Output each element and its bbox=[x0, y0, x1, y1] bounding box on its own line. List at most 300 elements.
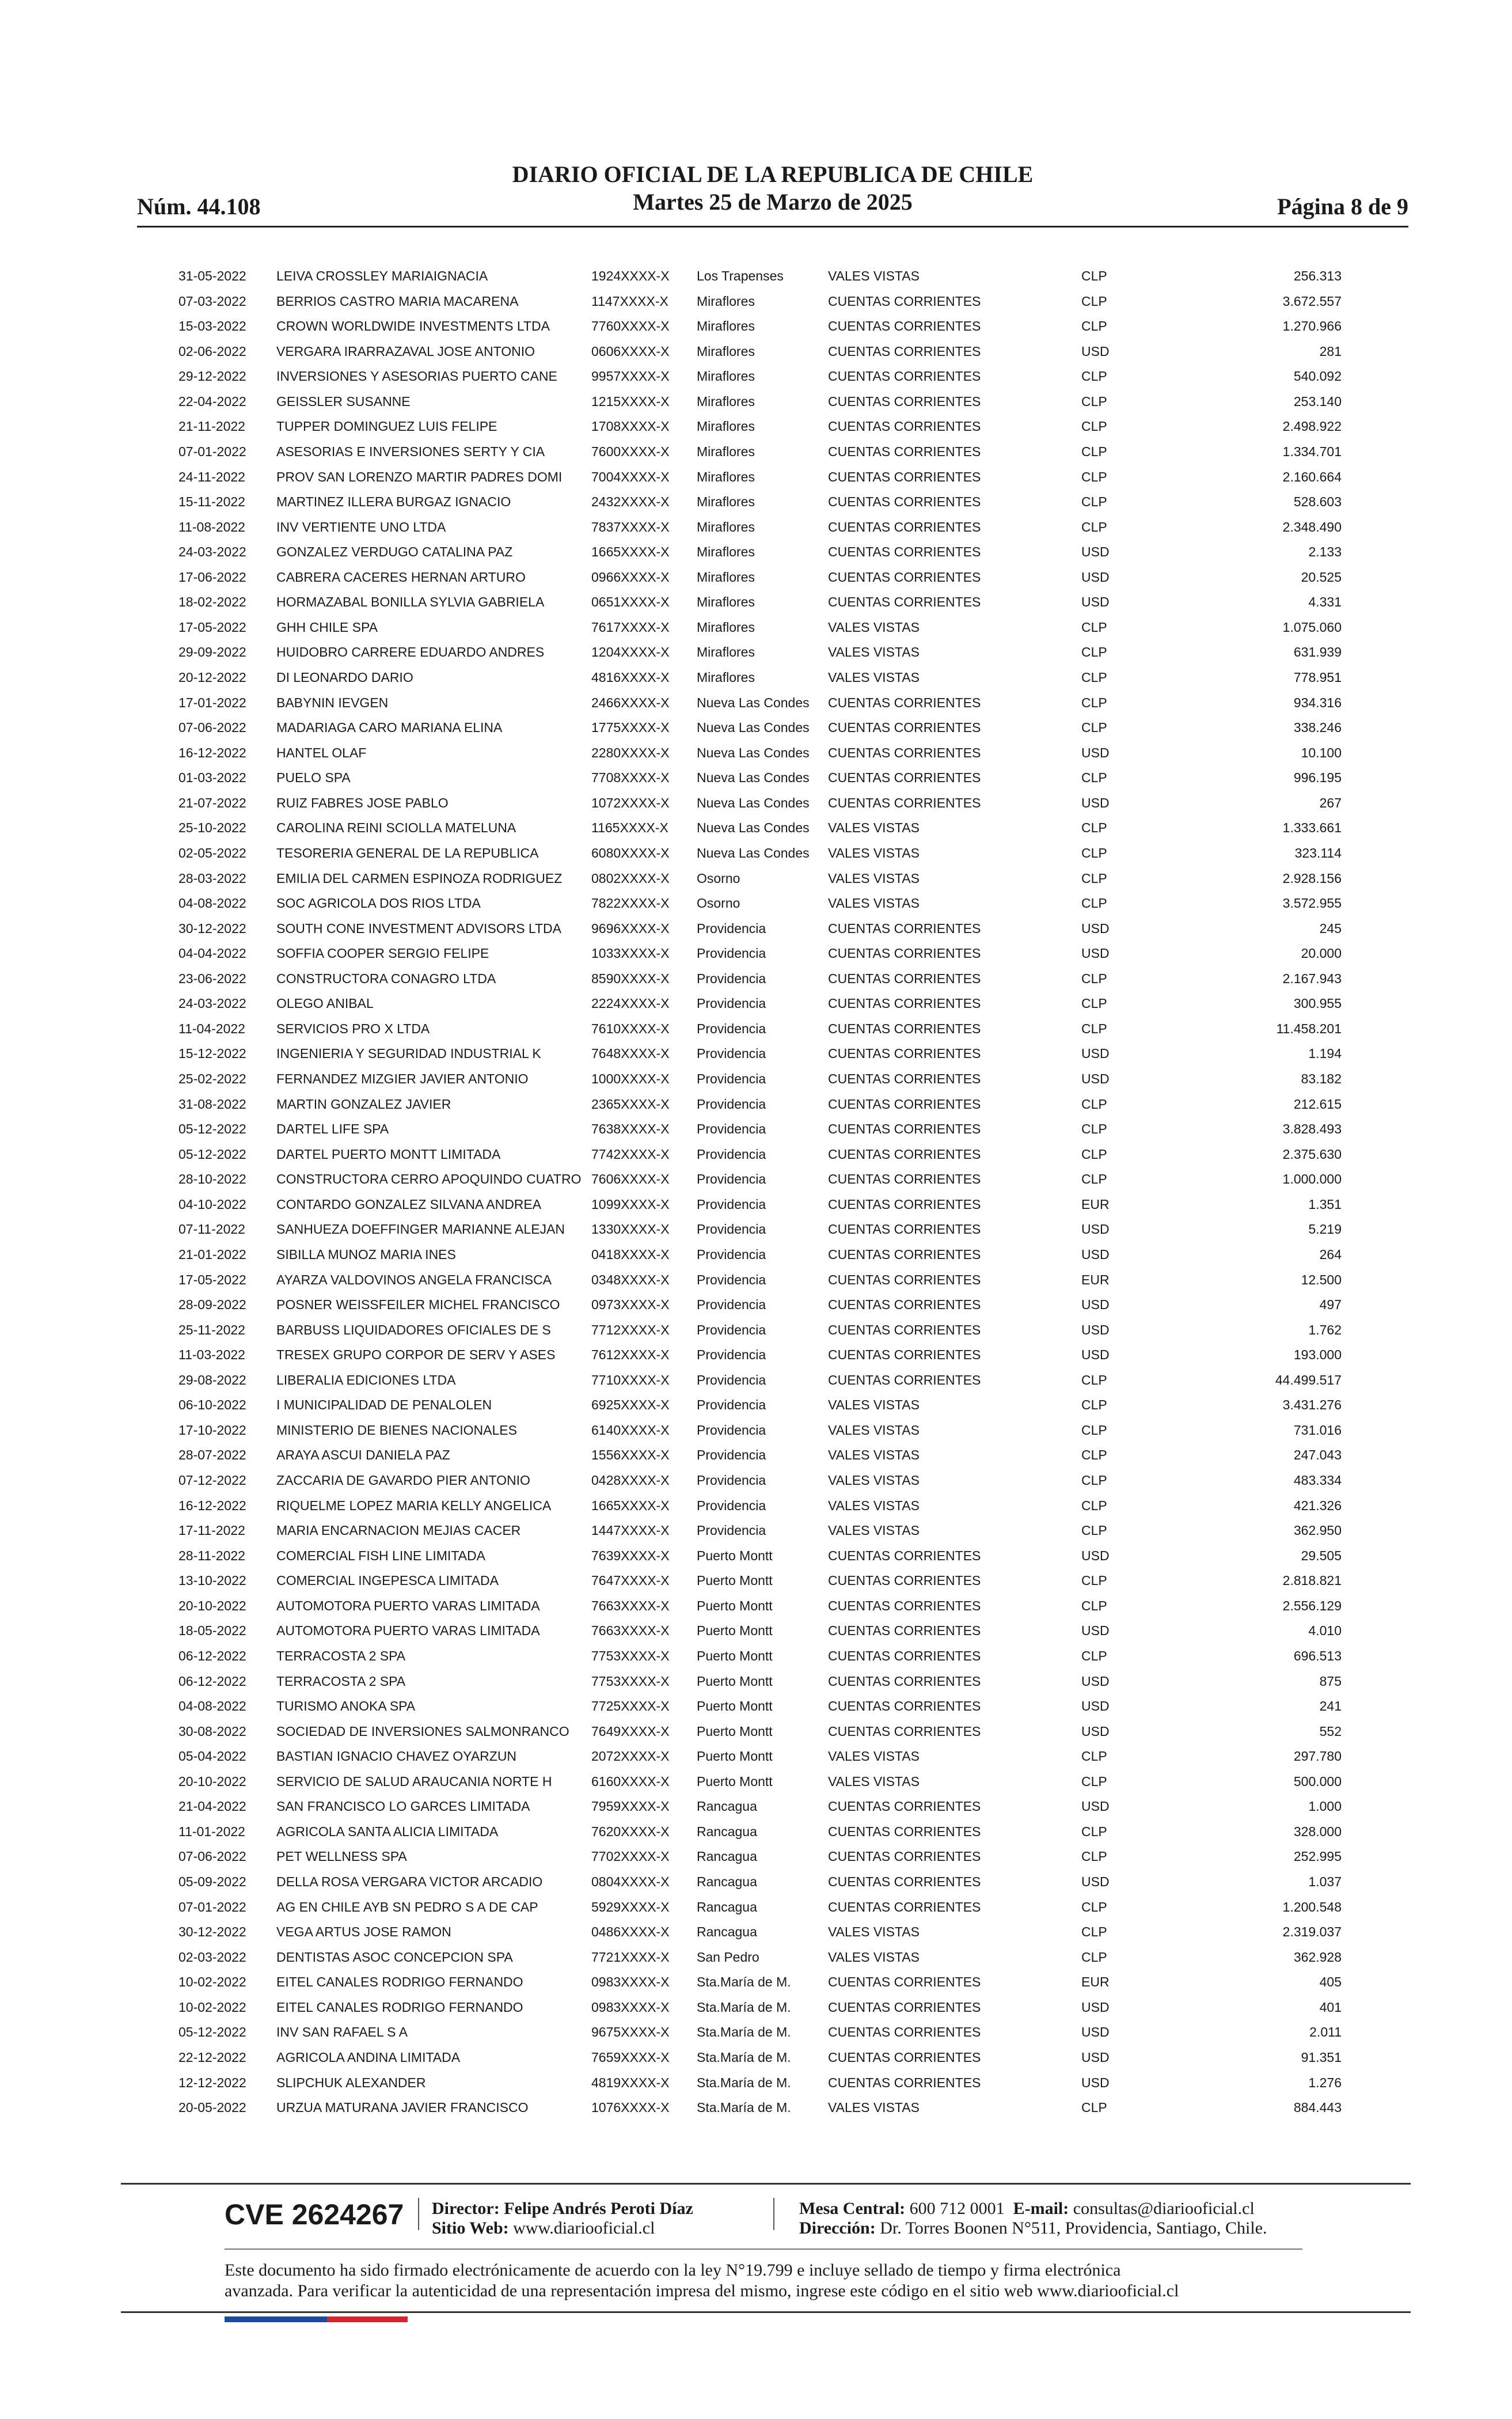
row-holder-name: MARTINEZ ILLERA BURGAZ IGNACIO bbox=[276, 494, 511, 510]
table-row bbox=[178, 1844, 1342, 1870]
row-currency: EUR bbox=[1081, 1272, 1110, 1287]
row-branch: Nueva Las Condes bbox=[697, 695, 810, 710]
row-holder-name: DARTEL PUERTO MONTT LIMITADA bbox=[276, 1146, 501, 1162]
row-branch: Nueva Las Condes bbox=[697, 770, 810, 786]
row-amount: 934.316 bbox=[1293, 695, 1342, 710]
row-currency: CLP bbox=[1081, 1773, 1107, 1789]
row-date: 05-04-2022 bbox=[178, 1749, 246, 1764]
row-holder-name: BARBUSS LIQUIDADORES OFICIALES DE S bbox=[276, 1322, 551, 1337]
row-currency: CLP bbox=[1081, 1121, 1107, 1137]
footer-separator bbox=[418, 2198, 419, 2230]
row-product: VALES VISTAS bbox=[828, 870, 920, 886]
table-row bbox=[178, 1443, 1342, 1468]
table-row bbox=[178, 1041, 1342, 1067]
table-row bbox=[178, 465, 1342, 490]
row-currency: USD bbox=[1081, 1071, 1110, 1086]
row-branch: Sta.María de M. bbox=[697, 2024, 791, 2040]
row-currency: USD bbox=[1081, 1623, 1110, 1639]
table-row bbox=[178, 1217, 1342, 1242]
row-amount: 884.443 bbox=[1293, 2100, 1342, 2115]
table-row bbox=[178, 389, 1342, 415]
row-rut: 1099XXXX-X bbox=[591, 1196, 670, 1212]
phone-label: Mesa Central: bbox=[799, 2199, 906, 2218]
legal-notice bbox=[225, 2260, 1319, 2302]
row-amount: 323.114 bbox=[1294, 845, 1342, 860]
table-row bbox=[178, 1017, 1342, 1042]
row-product: VALES VISTAS bbox=[828, 1473, 920, 1488]
phone-value: 600 712 0001 bbox=[909, 2199, 1005, 2218]
row-date: 18-02-2022 bbox=[178, 594, 246, 610]
row-holder-name: PET WELLNESS SPA bbox=[276, 1849, 407, 1864]
row-holder-name: SAN FRANCISCO LO GARCES LIMITADA bbox=[276, 1799, 530, 1814]
table-row bbox=[178, 1493, 1342, 1519]
row-holder-name: TURISMO ANOKA SPA bbox=[276, 1698, 416, 1714]
row-date: 29-12-2022 bbox=[178, 369, 246, 384]
row-branch: Nueva Las Condes bbox=[697, 845, 810, 860]
table-row bbox=[178, 640, 1342, 665]
row-rut: 2365XXXX-X bbox=[591, 1096, 670, 1112]
row-amount: 338.246 bbox=[1293, 720, 1342, 735]
row-amount: 264 bbox=[1319, 1246, 1342, 1262]
row-holder-name: CROWN WORLDWIDE INVESTMENTS LTDA bbox=[276, 319, 550, 334]
row-rut: 7649XXXX-X bbox=[591, 1723, 670, 1739]
row-holder-name: AYARZA VALDOVINOS ANGELA FRANCISCA bbox=[276, 1272, 552, 1287]
row-product: CUENTAS CORRIENTES bbox=[828, 1347, 981, 1363]
row-branch: Miraflores bbox=[697, 369, 755, 384]
table-row bbox=[178, 1167, 1342, 1192]
row-product: CUENTAS CORRIENTES bbox=[828, 1171, 981, 1187]
row-amount: 2.160.664 bbox=[1282, 469, 1342, 484]
row-currency: CLP bbox=[1081, 670, 1107, 685]
row-rut: 0804XXXX-X bbox=[591, 1874, 670, 1889]
row-product: CUENTAS CORRIENTES bbox=[828, 1623, 981, 1639]
row-rut: 7959XXXX-X bbox=[591, 1799, 670, 1814]
row-product: VALES VISTAS bbox=[828, 1397, 920, 1413]
row-holder-name: SOCIEDAD DE INVERSIONES SALMONRANCO bbox=[276, 1723, 569, 1739]
row-branch: Miraflores bbox=[697, 544, 755, 560]
row-branch: Providencia bbox=[697, 1422, 766, 1438]
row-currency: USD bbox=[1081, 343, 1110, 359]
row-date: 16-12-2022 bbox=[178, 745, 246, 760]
table-row bbox=[178, 1568, 1342, 1594]
row-branch: Rancagua bbox=[697, 1899, 757, 1914]
row-amount: 696.513 bbox=[1293, 1648, 1342, 1663]
row-currency: USD bbox=[1081, 745, 1110, 760]
row-holder-name: SLIPCHUK ALEXANDER bbox=[276, 2075, 426, 2090]
row-rut: 7610XXXX-X bbox=[591, 1021, 670, 1036]
row-currency: USD bbox=[1081, 2049, 1110, 2065]
row-holder-name: HUIDOBRO CARRERE EDUARDO ANDRES bbox=[276, 644, 545, 660]
row-currency: USD bbox=[1081, 569, 1110, 585]
row-branch: Rancagua bbox=[697, 1799, 757, 1814]
row-rut: 7663XXXX-X bbox=[591, 1598, 670, 1613]
row-product: CUENTAS CORRIENTES bbox=[828, 1222, 981, 1237]
row-amount: 528.603 bbox=[1293, 494, 1342, 510]
address-value: Dr. Torres Boonen N°511, Providencia, Santiago, Chile. bbox=[880, 2219, 1267, 2238]
row-currency: CLP bbox=[1081, 619, 1107, 635]
row-rut: 7760XXXX-X bbox=[591, 319, 670, 334]
row-currency: USD bbox=[1081, 594, 1110, 610]
row-date: 05-12-2022 bbox=[178, 2024, 246, 2040]
row-amount: 212.615 bbox=[1293, 1096, 1342, 1112]
row-amount: 241 bbox=[1319, 1698, 1342, 1714]
row-date: 18-05-2022 bbox=[178, 1623, 246, 1639]
row-branch: Providencia bbox=[697, 1222, 766, 1237]
row-currency: CLP bbox=[1081, 644, 1107, 660]
row-date: 24-03-2022 bbox=[178, 544, 246, 560]
table-row bbox=[178, 1418, 1342, 1443]
row-product: CUENTAS CORRIENTES bbox=[828, 1598, 981, 1613]
row-holder-name: RIQUELME LOPEZ MARIA KELLY ANGELICA bbox=[276, 1497, 552, 1513]
row-branch: Providencia bbox=[697, 1021, 766, 1036]
row-amount: 256.313 bbox=[1293, 268, 1342, 283]
row-amount: 778.951 bbox=[1293, 670, 1342, 685]
row-amount: 20.525 bbox=[1301, 569, 1342, 585]
row-branch: Sta.María de M. bbox=[697, 2075, 791, 2090]
row-holder-name: GHH CHILE SPA bbox=[276, 619, 378, 635]
row-rut: 7638XXXX-X bbox=[591, 1121, 670, 1137]
row-product: CUENTAS CORRIENTES bbox=[828, 745, 981, 760]
row-holder-name: RUIZ FABRES JOSE PABLO bbox=[276, 795, 449, 810]
table-row bbox=[178, 665, 1342, 691]
row-rut: 4819XXXX-X bbox=[591, 2075, 670, 2090]
row-branch: Providencia bbox=[697, 1372, 766, 1387]
row-product: CUENTAS CORRIENTES bbox=[828, 720, 981, 735]
row-branch: Miraflores bbox=[697, 393, 755, 409]
row-amount: 2.319.037 bbox=[1282, 1924, 1342, 1940]
footer-divider-bottom bbox=[121, 2311, 1411, 2313]
row-date: 17-11-2022 bbox=[178, 1523, 245, 1538]
row-holder-name: INV VERTIENTE UNO LTDA bbox=[276, 519, 446, 534]
row-holder-name: PUELO SPA bbox=[276, 770, 351, 786]
publication-title: DIARIO OFICIAL DE LA REPUBLICA DE CHILE bbox=[512, 161, 1034, 187]
row-amount: 20.000 bbox=[1301, 946, 1342, 961]
row-product: VALES VISTAS bbox=[828, 1773, 920, 1789]
row-branch: Miraflores bbox=[697, 469, 755, 484]
row-rut: 8590XXXX-X bbox=[591, 970, 670, 986]
row-branch: Puerto Montt bbox=[697, 1698, 773, 1714]
row-rut: 7753XXXX-X bbox=[591, 1673, 670, 1689]
row-date: 21-07-2022 bbox=[178, 795, 246, 810]
row-holder-name: SANHUEZA DOEFFINGER MARIANNE ALEJAN bbox=[276, 1222, 565, 1237]
row-holder-name: VEGA ARTUS JOSE RAMON bbox=[276, 1924, 451, 1940]
row-currency: CLP bbox=[1081, 1473, 1107, 1488]
row-amount: 252.995 bbox=[1293, 1849, 1342, 1864]
row-product: VALES VISTAS bbox=[828, 619, 920, 635]
table-row bbox=[178, 1268, 1342, 1293]
row-amount: 1.075.060 bbox=[1282, 619, 1342, 635]
row-rut: 7659XXXX-X bbox=[591, 2049, 670, 2065]
row-currency: CLP bbox=[1081, 820, 1107, 836]
row-product: VALES VISTAS bbox=[828, 1924, 920, 1940]
table-row bbox=[178, 1117, 1342, 1142]
row-holder-name: MARIA ENCARNACION MEJIAS CACER bbox=[276, 1523, 521, 1538]
row-branch: Puerto Montt bbox=[697, 1573, 773, 1588]
row-holder-name: FERNANDEZ MIZGIER JAVIER ANTONIO bbox=[276, 1071, 529, 1086]
row-date: 11-01-2022 bbox=[178, 1823, 245, 1839]
row-rut: 1775XXXX-X bbox=[591, 720, 670, 735]
row-product: VALES VISTAS bbox=[828, 1523, 920, 1538]
row-currency: CLP bbox=[1081, 319, 1107, 334]
row-branch: Sta.María de M. bbox=[697, 1974, 791, 1990]
row-date: 24-11-2022 bbox=[178, 469, 245, 484]
row-holder-name: CABRERA CACERES HERNAN ARTURO bbox=[276, 569, 526, 585]
row-rut: 1665XXXX-X bbox=[591, 544, 670, 560]
row-product: VALES VISTAS bbox=[828, 845, 920, 860]
row-branch: Puerto Montt bbox=[697, 1749, 773, 1764]
row-date: 06-12-2022 bbox=[178, 1673, 246, 1689]
row-holder-name: OLEGO ANIBAL bbox=[276, 996, 374, 1011]
row-date: 17-01-2022 bbox=[178, 695, 246, 710]
row-branch: Providencia bbox=[697, 1121, 766, 1137]
row-currency: CLP bbox=[1081, 1447, 1107, 1463]
row-amount: 2.011 bbox=[1309, 2024, 1342, 2040]
row-product: CUENTAS CORRIENTES bbox=[828, 594, 981, 610]
row-date: 28-09-2022 bbox=[178, 1297, 246, 1313]
table-row bbox=[178, 841, 1342, 866]
row-product: CUENTAS CORRIENTES bbox=[828, 1823, 981, 1839]
row-product: VALES VISTAS bbox=[828, 1749, 920, 1764]
table-row bbox=[178, 791, 1342, 816]
row-product: CUENTAS CORRIENTES bbox=[828, 1297, 981, 1313]
table-row bbox=[178, 490, 1342, 515]
table-row bbox=[178, 1368, 1342, 1393]
row-amount: 83.182 bbox=[1301, 1071, 1342, 1086]
row-holder-name: VERGARA IRARRAZAVAL JOSE ANTONIO bbox=[276, 343, 535, 359]
row-date: 30-12-2022 bbox=[178, 1924, 246, 1940]
row-amount: 2.818.821 bbox=[1282, 1573, 1342, 1588]
flag-stripe-red bbox=[327, 2316, 408, 2322]
row-holder-name: SOUTH CONE INVESTMENT ADVISORS LTDA bbox=[276, 920, 562, 936]
row-date: 04-08-2022 bbox=[178, 1698, 246, 1714]
row-rut: 0606XXXX-X bbox=[591, 343, 670, 359]
row-date: 11-04-2022 bbox=[178, 1021, 245, 1036]
email-link[interactable]: consultas@diariooficial.cl bbox=[1073, 2199, 1255, 2218]
row-amount: 1.200.548 bbox=[1282, 1899, 1342, 1914]
row-holder-name: SERVICIO DE SALUD ARAUCANIA NORTE H bbox=[276, 1773, 552, 1789]
row-date: 15-12-2022 bbox=[178, 1046, 246, 1061]
footer-separator bbox=[773, 2198, 774, 2230]
page-indicator: Página 8 de 9 bbox=[1277, 194, 1408, 219]
row-date: 02-06-2022 bbox=[178, 343, 246, 359]
row-product: CUENTAS CORRIENTES bbox=[828, 544, 981, 560]
row-rut: 0966XXXX-X bbox=[591, 569, 670, 585]
row-product: CUENTAS CORRIENTES bbox=[828, 996, 981, 1011]
row-date: 25-10-2022 bbox=[178, 820, 246, 836]
row-currency: CLP bbox=[1081, 1497, 1107, 1513]
row-branch: Providencia bbox=[697, 1347, 766, 1363]
row-rut: 2280XXXX-X bbox=[591, 745, 670, 760]
table-row bbox=[178, 515, 1342, 540]
row-currency: USD bbox=[1081, 795, 1110, 810]
row-rut: 7721XXXX-X bbox=[591, 1949, 670, 1965]
row-product: CUENTAS CORRIENTES bbox=[828, 1698, 981, 1714]
row-branch: Providencia bbox=[697, 1146, 766, 1162]
row-date: 01-03-2022 bbox=[178, 770, 246, 786]
row-rut: 7708XXXX-X bbox=[591, 770, 670, 786]
row-holder-name: TERRACOSTA 2 SPA bbox=[276, 1648, 406, 1663]
table-row bbox=[178, 1318, 1342, 1343]
table-row bbox=[178, 691, 1342, 716]
table-row bbox=[178, 1769, 1342, 1795]
row-date: 20-10-2022 bbox=[178, 1773, 246, 1789]
row-product: CUENTAS CORRIENTES bbox=[828, 2049, 981, 2065]
table-row bbox=[178, 1544, 1342, 1569]
row-product: CUENTAS CORRIENTES bbox=[828, 519, 981, 534]
row-holder-name: COMERCIAL INGEPESCA LIMITADA bbox=[276, 1573, 499, 1588]
table-row bbox=[178, 314, 1342, 339]
row-date: 22-12-2022 bbox=[178, 2049, 246, 2065]
row-currency: USD bbox=[1081, 1673, 1110, 1689]
table-row bbox=[178, 1343, 1342, 1368]
row-currency: CLP bbox=[1081, 443, 1107, 459]
row-date: 28-03-2022 bbox=[178, 870, 246, 886]
row-branch: Puerto Montt bbox=[697, 1623, 773, 1639]
row-amount: 1.762 bbox=[1308, 1322, 1342, 1337]
row-holder-name: CONSTRUCTORA CERRO APOQUINDO CUATRO bbox=[276, 1171, 582, 1187]
row-date: 07-11-2022 bbox=[178, 1222, 245, 1237]
row-date: 07-12-2022 bbox=[178, 1473, 246, 1488]
row-branch: Miraflores bbox=[697, 519, 755, 534]
row-date: 04-08-2022 bbox=[178, 896, 246, 911]
row-rut: 9957XXXX-X bbox=[591, 369, 670, 384]
row-currency: CLP bbox=[1081, 1146, 1107, 1162]
row-currency: CLP bbox=[1081, 419, 1107, 434]
header-divider bbox=[137, 226, 1408, 228]
row-rut: 9675XXXX-X bbox=[591, 2024, 670, 2040]
row-rut: 0983XXXX-X bbox=[591, 1974, 670, 1990]
row-product: CUENTAS CORRIENTES bbox=[828, 293, 981, 309]
row-rut: 0983XXXX-X bbox=[591, 1999, 670, 2015]
row-date: 28-10-2022 bbox=[178, 1171, 246, 1187]
row-product: CUENTAS CORRIENTES bbox=[828, 1573, 981, 1588]
row-date: 06-10-2022 bbox=[178, 1397, 246, 1413]
row-branch: Providencia bbox=[697, 1297, 766, 1313]
issue-number: Núm. 44.108 bbox=[137, 194, 261, 219]
table-row bbox=[178, 741, 1342, 766]
row-holder-name: INGENIERIA Y SEGURIDAD INDUSTRIAL K bbox=[276, 1046, 541, 1061]
row-branch: Puerto Montt bbox=[697, 1673, 773, 1689]
row-holder-name: ARAYA ASCUI DANIELA PAZ bbox=[276, 1447, 450, 1463]
row-date: 25-11-2022 bbox=[178, 1322, 245, 1337]
row-amount: 483.334 bbox=[1293, 1473, 1342, 1488]
row-product: CUENTAS CORRIENTES bbox=[828, 1723, 981, 1739]
row-date: 20-12-2022 bbox=[178, 670, 246, 685]
row-rut: 7712XXXX-X bbox=[591, 1322, 670, 1337]
row-date: 20-05-2022 bbox=[178, 2100, 246, 2115]
row-date: 16-12-2022 bbox=[178, 1497, 246, 1513]
row-currency: CLP bbox=[1081, 1397, 1107, 1413]
row-branch: Nueva Las Condes bbox=[697, 795, 810, 810]
row-branch: Providencia bbox=[697, 920, 766, 936]
row-date: 10-02-2022 bbox=[178, 1974, 246, 1990]
row-currency: CLP bbox=[1081, 896, 1107, 911]
row-holder-name: MADARIAGA CARO MARIANA ELINA bbox=[276, 720, 503, 735]
row-currency: USD bbox=[1081, 946, 1110, 961]
website-link[interactable]: www.diariooficial.cl bbox=[513, 2219, 655, 2238]
row-product: CUENTAS CORRIENTES bbox=[828, 970, 981, 986]
table-row bbox=[178, 1518, 1342, 1544]
row-date: 17-05-2022 bbox=[178, 619, 246, 635]
table-row bbox=[178, 2045, 1342, 2071]
row-branch: Puerto Montt bbox=[697, 1548, 773, 1563]
row-amount: 297.780 bbox=[1293, 1749, 1342, 1764]
row-currency: CLP bbox=[1081, 1096, 1107, 1112]
row-currency: CLP bbox=[1081, 1422, 1107, 1438]
row-currency: CLP bbox=[1081, 1949, 1107, 1965]
row-product: CUENTAS CORRIENTES bbox=[828, 770, 981, 786]
row-amount: 247.043 bbox=[1293, 1447, 1342, 1463]
table-row bbox=[178, 1092, 1342, 1117]
row-amount: 193.000 bbox=[1293, 1347, 1342, 1363]
row-currency: CLP bbox=[1081, 1021, 1107, 1036]
table-row bbox=[178, 1468, 1342, 1493]
row-date: 07-06-2022 bbox=[178, 720, 246, 735]
table-row bbox=[178, 1067, 1342, 1092]
row-holder-name: GONZALEZ VERDUGO CATALINA PAZ bbox=[276, 544, 513, 560]
row-branch: Miraflores bbox=[697, 343, 755, 359]
row-amount: 2.167.943 bbox=[1282, 970, 1342, 986]
row-currency: CLP bbox=[1081, 268, 1107, 283]
table-row bbox=[178, 1192, 1342, 1218]
table-row bbox=[178, 289, 1342, 314]
row-holder-name: BASTIAN IGNACIO CHAVEZ OYARZUN bbox=[276, 1749, 517, 1764]
row-currency: USD bbox=[1081, 1999, 1110, 2015]
row-branch: Providencia bbox=[697, 1397, 766, 1413]
row-currency: CLP bbox=[1081, 720, 1107, 735]
row-date: 15-11-2022 bbox=[178, 494, 245, 510]
row-product: CUENTAS CORRIENTES bbox=[828, 1673, 981, 1689]
row-product: CUENTAS CORRIENTES bbox=[828, 1196, 981, 1212]
row-date: 28-11-2022 bbox=[178, 1548, 245, 1563]
row-amount: 1.270.966 bbox=[1282, 319, 1342, 334]
table-row bbox=[178, 816, 1342, 841]
cve-code: CVE 2624267 bbox=[225, 2198, 404, 2231]
row-currency: CLP bbox=[1081, 369, 1107, 384]
row-rut: 1147XXXX-X bbox=[591, 293, 668, 309]
row-currency: USD bbox=[1081, 1874, 1110, 1889]
row-product: CUENTAS CORRIENTES bbox=[828, 920, 981, 936]
row-rut: 1033XXXX-X bbox=[591, 946, 670, 961]
table-row bbox=[178, 765, 1342, 791]
director-name: Felipe Andrés Peroti Díaz bbox=[504, 2199, 693, 2218]
row-currency: CLP bbox=[1081, 494, 1107, 510]
row-currency: CLP bbox=[1081, 845, 1107, 860]
row-branch: Miraflores bbox=[697, 319, 755, 334]
row-amount: 362.928 bbox=[1293, 1949, 1342, 1965]
row-product: CUENTAS CORRIENTES bbox=[828, 1096, 981, 1112]
table-row bbox=[178, 1995, 1342, 2020]
row-product: VALES VISTAS bbox=[828, 896, 920, 911]
row-product: CUENTAS CORRIENTES bbox=[828, 443, 981, 459]
row-date: 06-12-2022 bbox=[178, 1648, 246, 1663]
row-amount: 2.375.630 bbox=[1282, 1146, 1342, 1162]
row-amount: 253.140 bbox=[1293, 393, 1342, 409]
table-row bbox=[178, 1618, 1342, 1644]
table-row bbox=[178, 1895, 1342, 1920]
row-currency: USD bbox=[1081, 544, 1110, 560]
table-row bbox=[178, 264, 1342, 289]
row-branch: Providencia bbox=[697, 1322, 766, 1337]
row-branch: Providencia bbox=[697, 1071, 766, 1086]
row-product: CUENTAS CORRIENTES bbox=[828, 695, 981, 710]
row-date: 29-09-2022 bbox=[178, 644, 246, 660]
row-rut: 7647XXXX-X bbox=[591, 1573, 670, 1588]
row-amount: 731.016 bbox=[1293, 1422, 1342, 1438]
row-amount: 11.458.201 bbox=[1276, 1021, 1342, 1036]
accounts-table bbox=[178, 264, 1342, 2121]
website-label: Sitio Web: bbox=[432, 2219, 509, 2238]
